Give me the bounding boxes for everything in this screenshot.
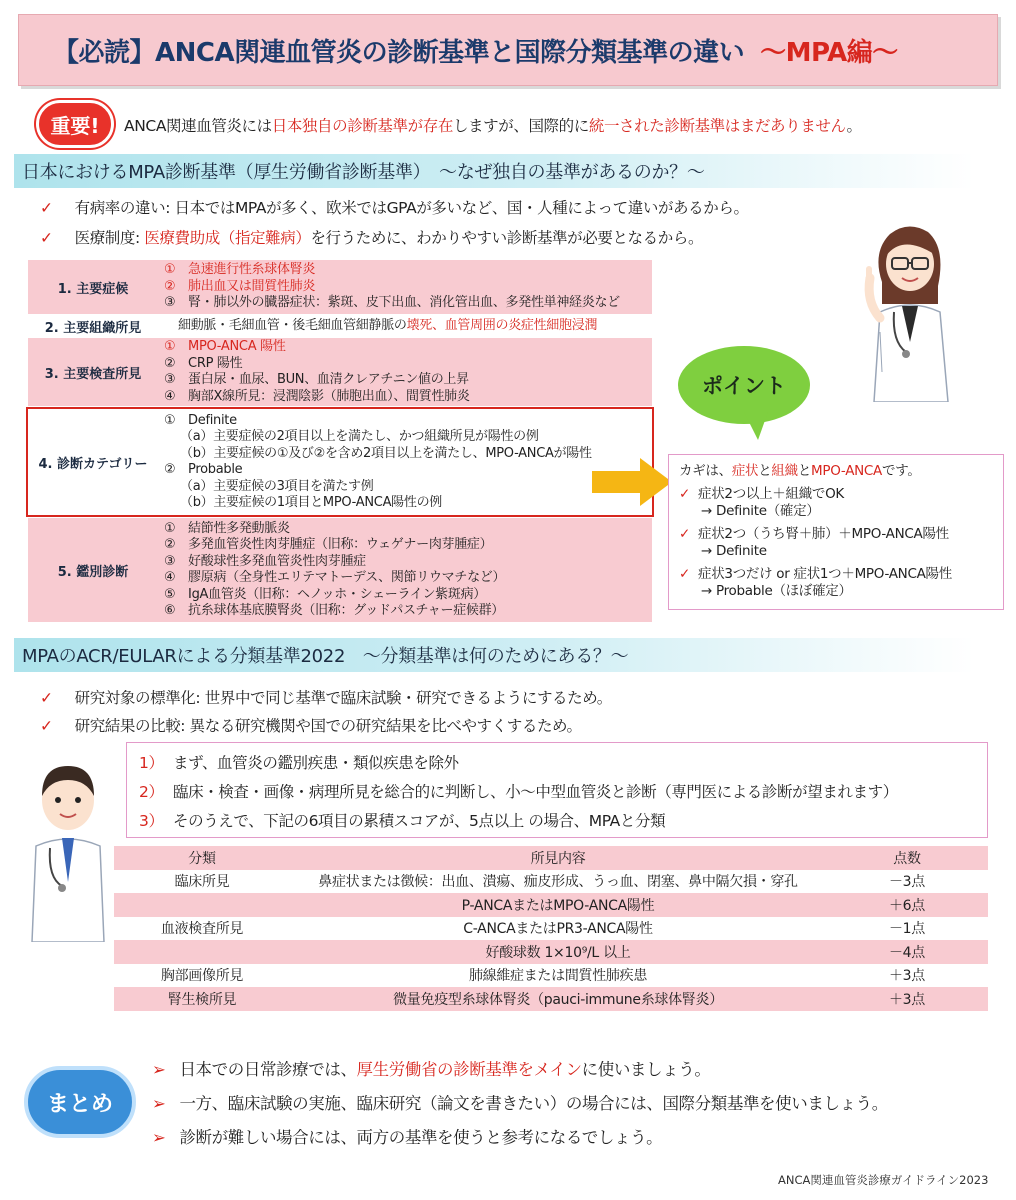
table-cell-category: 血液検査所見	[160, 921, 244, 938]
check-icon: ✓	[40, 229, 53, 247]
arrow-right-icon	[592, 471, 642, 493]
criteria-line: ② Probable	[164, 462, 243, 477]
page-title	[18, 14, 998, 86]
step-item	[139, 805, 975, 834]
summary-item	[152, 1090, 888, 1114]
summary-text: 日本での日常診療では、	[179, 1060, 357, 1079]
check-icon: ✓	[679, 486, 691, 502]
check-icon: ✓	[40, 717, 53, 735]
criteria-line: ⑥ 抗糸球体基底膜腎炎（旧称：グッドパスチャー症候群）	[164, 603, 504, 618]
key-item-result: → Definite（確定）	[701, 503, 820, 519]
table-cell-category: 臨床所見	[174, 874, 230, 891]
criteria-line: ④ 胸部X線所見：浸潤陰影（肺胞出血）、間質性肺炎	[164, 388, 470, 404]
summary-highlight: 厚生労働省の診断基準をメイン	[356, 1060, 582, 1079]
table-cell-score: ＋3点	[888, 968, 925, 985]
bullet-text: 研究対象の標準化: 世界中で同じ基準で臨床試験・研究できるようにするため。	[74, 689, 612, 707]
criteria-line: ① Definite	[164, 412, 237, 428]
column-header: 所見内容	[290, 846, 826, 870]
point-bubble-tail	[744, 412, 768, 440]
table-row	[114, 964, 988, 988]
key-item	[679, 566, 993, 600]
criteria-row-lab	[28, 338, 652, 406]
check-icon: ✓	[40, 689, 53, 707]
doctor-illustration-male	[20, 752, 116, 942]
bullet-text: 有病率の違い: 日本ではMPAが多く、欧米ではGPAが多いなど、国・人種によって違いがあるから。	[74, 199, 749, 217]
key-summary	[679, 463, 993, 480]
table-cell-finding: 鼻症状または徴候：出血、潰瘍、痂皮形成、うっ血、閉塞、鼻中隔欠損・穿孔	[318, 874, 798, 891]
criteria-row-histology	[28, 315, 652, 337]
criteria-line: ⑤ IgA血管炎（旧称：ヘノッホ・シェーライン紫斑病）	[164, 586, 486, 602]
score-table	[114, 846, 988, 1011]
table-row	[114, 940, 988, 964]
summary-text: に使いましょう。	[581, 1060, 711, 1079]
criteria-line: （a）主要症候の2項目以上を満たし、かつ組織所見が陽性の例	[180, 429, 539, 444]
table-cell-category	[114, 940, 290, 964]
bullet-text: 医療制度:	[74, 229, 145, 247]
key-text: カギは、	[679, 463, 732, 479]
step-item	[139, 776, 975, 805]
criteria-highlight: 壊死、血管周囲の炎症性細胞浸潤	[406, 317, 598, 333]
point-bubble: ポイント	[678, 346, 810, 424]
criteria-line: ③ 蛋白尿・血尿、BUN、血清クレアチニン値の上昇	[164, 372, 469, 387]
step-text: そのうえで、下記の6項目の累積スコアが、5点以上 の場合、MPAと分類	[173, 811, 666, 830]
bullet-comparison	[40, 714, 582, 736]
intro-part: 。	[846, 117, 862, 135]
table-cell-finding: C-ANCAまたはPR3-ANCA陽性	[463, 921, 653, 938]
table-cell-score: －4点	[826, 940, 988, 964]
criteria-line	[178, 318, 652, 335]
step-number: 2）	[139, 782, 164, 801]
table-cell-score: －1点	[888, 921, 925, 938]
title-accent: ～MPA編～	[760, 37, 898, 68]
summary-item	[152, 1056, 710, 1080]
criteria-row-differential	[28, 518, 652, 622]
table-cell-category: 腎生検所見	[114, 987, 290, 1011]
key-item-text: 症状2つ以上＋組織でOK	[698, 486, 844, 502]
summary-badge: まとめ	[24, 1066, 136, 1138]
table-row	[114, 870, 988, 894]
criteria-line: ③ 好酸球性多発血管炎性肉芽腫症	[164, 553, 366, 569]
bullet-text: を行うために、わかりやすい診断基準が必要となるから。	[310, 229, 704, 247]
criteria-line: （b）主要症候の①及び②を含め2項目以上を満たし、MPO-ANCAが陽性	[180, 445, 592, 461]
key-item-result: → Definite	[701, 543, 767, 559]
step-number: 1）	[139, 753, 164, 772]
criteria-line: ① 急速進行性糸球体腎炎	[164, 262, 316, 278]
key-text: と	[758, 463, 772, 479]
bullet-prevalence	[40, 196, 749, 218]
step-item	[139, 747, 975, 776]
criteria-line: （b）主要症候の1項目とMPO-ANCA陽性の例	[180, 495, 442, 510]
table-row	[114, 987, 988, 1011]
criteria-label: 4. 診断カテゴリー	[38, 456, 148, 472]
criteria-row-symptoms	[28, 260, 652, 314]
check-icon: ✓	[40, 199, 53, 217]
key-item-text: 症状2つ（うち腎＋肺）＋MPO-ANCA陽性	[698, 526, 949, 542]
classification-steps-box	[126, 742, 988, 838]
criteria-line: （a）主要症候の3項目を満たす例	[180, 478, 374, 494]
key-highlight: 組織	[771, 463, 798, 479]
key-highlight: MPO-ANCA	[811, 463, 882, 479]
table-row	[114, 917, 988, 941]
key-item-text: 症状3つだけ or 症状1つ＋MPO-ANCA陽性	[698, 566, 952, 582]
bullet-text: 研究結果の比較: 異なる研究機関や国での研究結果を比べやすくするため。	[74, 717, 582, 735]
key-item	[679, 526, 993, 560]
criteria-label: 2. 主要組織所見	[44, 320, 142, 336]
step-text: 臨床・検査・画像・病理所見を総合的に判断し、小～中型血管炎と診断（専門医による診断が望まれます）	[173, 782, 898, 801]
table-cell-finding: 微量免疫型糸球体腎炎（pauci-immune糸球体腎炎）	[290, 987, 826, 1011]
criteria-line: ② 多発血管炎性肉芽腫症（旧称：ウェゲナー肉芽腫症）	[164, 537, 493, 552]
table-cell-score: －3点	[888, 874, 925, 891]
bullet-standardization	[40, 686, 612, 708]
criteria-label: 5. 鑑別診断	[57, 564, 129, 580]
column-header: 分類	[114, 846, 290, 870]
table-cell-score: ＋6点	[826, 893, 988, 917]
step-number: 3）	[139, 811, 164, 830]
arrow-bullet-icon: ➢	[152, 1128, 166, 1147]
footer-source: ANCA関連血管炎診療ガイドライン2023	[778, 1173, 989, 1187]
bullet-highlight: 医療費助成（指定難病）	[144, 229, 311, 247]
summary-item	[152, 1124, 662, 1148]
check-icon: ✓	[679, 566, 691, 582]
criteria-line: ② CRP 陽性	[164, 355, 243, 371]
section-heading-acr-eular: MPAのACR/EULARによる分類基準2022 ～分類基準は何のためにある？～	[14, 638, 974, 672]
section-heading-japan: 日本におけるMPA診断基準（厚生労働省診断基準） ～なぜ独自の基準があるのか？～	[14, 154, 974, 188]
intro-part: しますが、国際的に	[452, 117, 589, 135]
table-cell-finding: P-ANCAまたはMPO-ANCA陽性	[290, 893, 826, 917]
category-highlight-frame	[26, 407, 654, 517]
key-text: です。	[882, 463, 921, 479]
criteria-label: 1. 主要症候	[57, 281, 129, 297]
column-header: 点数	[826, 846, 988, 870]
table-cell-finding: 肺線維症または間質性肺疾患	[468, 968, 648, 985]
key-item	[679, 486, 993, 520]
key-item-result: → Probable（ほぼ確定）	[701, 583, 852, 599]
title-main: 【必読】ANCA関連血管炎の診断基準と国際分類基準の違い	[53, 37, 745, 68]
criteria-line: ③ 腎・肺以外の臓器症状：紫斑、皮下出血、消化管出血、多発性単神経炎など	[164, 295, 620, 311]
criteria-line: ② 肺出血又は間質性肺炎	[164, 278, 316, 294]
intro-part: ANCA関連血管炎には	[124, 117, 272, 135]
summary-text: 一方、臨床試験の実施、臨床研究（論文を書きたい）の場合には、国際分類基準を使いましょう。	[179, 1094, 888, 1113]
table-cell-category: 胸部画像所見	[160, 968, 244, 985]
criteria-line: ④ 膠原病（全身性エリテマトーデス、関節リウマチなど）	[164, 570, 506, 585]
summary-text: 診断が難しい場合には、両方の基準を使うと参考になるでしょう。	[179, 1128, 663, 1147]
criteria-label: 3. 主要検査所見	[44, 366, 142, 382]
intro-highlight: 統一された診断基準はまだありません	[588, 117, 847, 135]
table-header-row	[114, 846, 988, 870]
arrow-bullet-icon: ➢	[152, 1094, 166, 1113]
table-cell-score: ＋3点	[826, 987, 988, 1011]
arrow-bullet-icon: ➢	[152, 1060, 166, 1079]
criteria-text: 細動脈・毛細血管・後毛細血管細静脈の	[178, 317, 407, 333]
step-text: まず、血管炎の鑑別疾患・類似疾患を除外	[173, 753, 459, 772]
key-highlight: 症状	[731, 463, 759, 479]
bullet-medical-system	[40, 226, 703, 248]
doctor-illustration-female	[852, 212, 964, 402]
table-cell-category	[114, 893, 290, 917]
intro-text	[124, 114, 862, 136]
table-row	[114, 893, 988, 917]
key-points-box	[668, 454, 1004, 610]
check-icon: ✓	[679, 526, 691, 542]
key-text: と	[797, 463, 812, 479]
table-cell-finding: 好酸球数 1×10⁹/L 以上	[290, 940, 826, 964]
important-badge: 重要!	[36, 100, 114, 148]
criteria-line: ① 結節性多発動脈炎	[164, 520, 290, 536]
intro-highlight: 日本独自の診断基準が存在	[271, 117, 453, 135]
criteria-line: ① MPO-ANCA 陽性	[164, 339, 286, 354]
